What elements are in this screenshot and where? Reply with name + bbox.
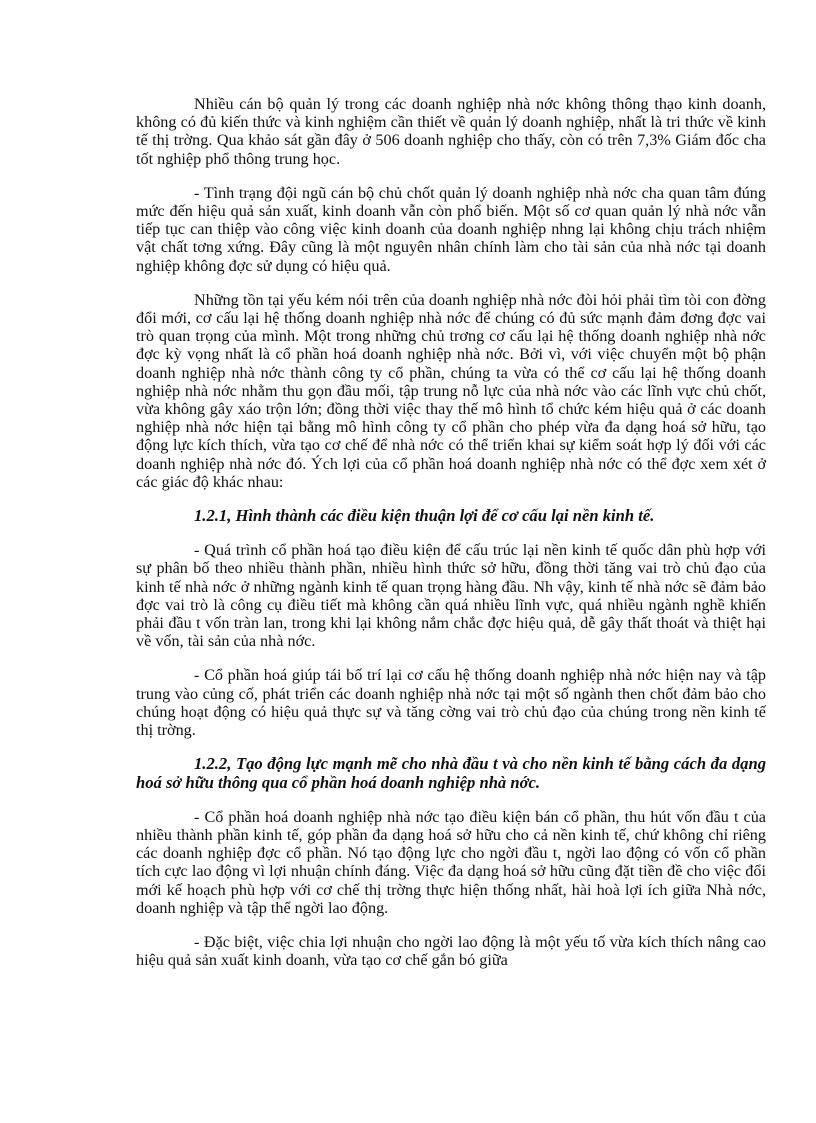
- paragraph-2: - Tình trạng đội ngũ cán bộ chủ chốt quản lý doanh nghiệp nhà nớc cha quan tâm đúng mức đến hiệu quả sản xuất, kinh doanh vẫn còn phổ biến. Một số cơ quan quản lý nhà nớc vẫn tiếp tục can thiệp vào công việc kinh doanh của doanh nghiệp nhng lại không chịu trách nhiệm vật chất tơng xứng. Đây cũng là một nguyên nhân chính làm cho tài sản của nhà nớc tại doanh nghiệp không đợc sử dụng có hiệu quả.: [136, 183, 766, 275]
- paragraph-5: - Cổ phần hoá giúp tái bố trí lại cơ cấu hệ thống doanh nghiệp nhà nớc hiện nay và tập trung vào củng cố, phát triển các doanh nghiệp nhà nớc tại một số ngành then chốt đảm bảo cho chúng hoạt động có hiệu quả thực sự và tăng cờng vai trò chủ đạo của chúng trong nền kinh tế thị trờng.: [136, 666, 766, 740]
- section-heading-1-2-1: 1.2.1, Hình thành các điều kiện thuận lợi để cơ cấu lại nền kinh tế.: [194, 506, 655, 526]
- paragraph-6: - Cổ phần hoá doanh nghiệp nhà nớc tạo điều kiện bán cổ phần, thu hút vốn đầu t của nhiều thành phần kinh tế, góp phần đa dạng hoá sở hữu cho cả nền kinh tế, chứ không chỉ riêng các doanh nghiệp đợc cổ phần. Nó tạo động lực cho ngời đầu t, ngời lao động có vốn cổ phần tích cực lao động vì lợi nhuận chính đáng. Việc đa dạng hoá sở hữu cũng đặt tiền đề cho việc đổi mới kế hoạch phù hợp với cơ chế thị trờng thực hiện thống nhất, hài hoà lợi ích giữa Nhà nớc, doanh nghiệp và tập thể ngời lao động.: [136, 807, 766, 917]
- paragraph-3: Những tồn tại yếu kém nói trên của doanh nghiệp nhà nớc đòi hỏi phải tìm tòi con đờng đổi mới, cơ cấu lại hệ thống doanh nghiệp nhà nớc để chúng có đủ sức mạnh đảm đơng đợc vai trò quan trọng của mình. Một trong những chủ trơng cơ cấu lại hệ thống doanh nghiệp nhà nớc đợc kỳ vọng nhất là cổ phần hoá doanh nghiệp nhà nớc. Bởi vì, với việc chuyển một bộ phận doanh nghiệp nhà nớc thành công ty cổ phần, chúng ta vừa có thể cơ cấu lại hệ thống doanh nghiệp nhà nớc nhằm thu gọn đầu mối, tập trung nỗ lực của nhà nớc vào các lĩnh vực chủ chốt, vừa không gây xáo trộn lớn; đồng thời việc thay thế mô hình tổ chức kém hiệu quả ở các doanh nghiệp nhà nớc hiện tại bằng mô hình công ty cổ phần cho phép vừa đa dạng hoá sở hữu, tạo động lực kích thích, vừa tạo cơ chế để nhà nớc có thể triển khai sự kiểm soát hợp lý đối với các doanh nghiệp nhà nớc đó. Ých lợi của cổ phần hoá doanh nghiệp nhà nớc có thể đợc xem xét ở các giác độ khác nhau:: [136, 290, 766, 491]
- paragraph-1: Nhiều cán bộ quản lý trong các doanh nghiệp nhà nớc không thông thạo kinh doanh, không có đủ kiến thức và kinh nghiệm cần thiết về quản lý doanh nghiệp, nhất là tri thức về kinh tế thị trờng. Qua khảo sát gần đây ở 506 doanh nghiệp cho thấy, còn có trên 7,3% Giám đốc cha tốt nghiệp phổ thông trung học.: [136, 95, 766, 168]
- paragraph-4: - Quá trình cổ phần hoá tạo điều kiện để cấu trúc lại nền kinh tế quốc dân phù hợp với sự phân bố theo nhiều thành phần, nhiều hình thức sở hữu, đồng thời tăng vai trò chủ đạo của kinh tế nhà nớc ở những ngành kinh tế quan trọng hàng đầu. Nh vậy, kinh tế nhà nớc sẽ đảm bảo đợc vai trò là công cụ điều tiết mà không cần quá nhiều lĩnh vực, quá nhiều ngành nghề khiến phải đầu t vốn tràn lan, trong khi lại không nắm chắc đợc hiệu quả, dễ gây thất thoát và thiệt hại về vốn, tài sản của nhà nớc.: [136, 541, 766, 651]
- section-heading-1-2-2: 1.2.2, Tạo động lực mạnh mẽ cho nhà đầu t và cho nền kinh tế bằng cách đa dạng hoá sở hữu thông qua cổ phần hoá doanh nghiệp nhà nớc.: [136, 754, 766, 792]
- paragraph-7: - Đặc biệt, việc chia lợi nhuận cho ngời lao động là một yếu tố vừa kích thích nâng cao hiệu quả sản xuất kinh doanh, vừa tạo cơ chế gắn bó giữa: [136, 932, 766, 970]
- document-page: [136, 95, 766, 985]
